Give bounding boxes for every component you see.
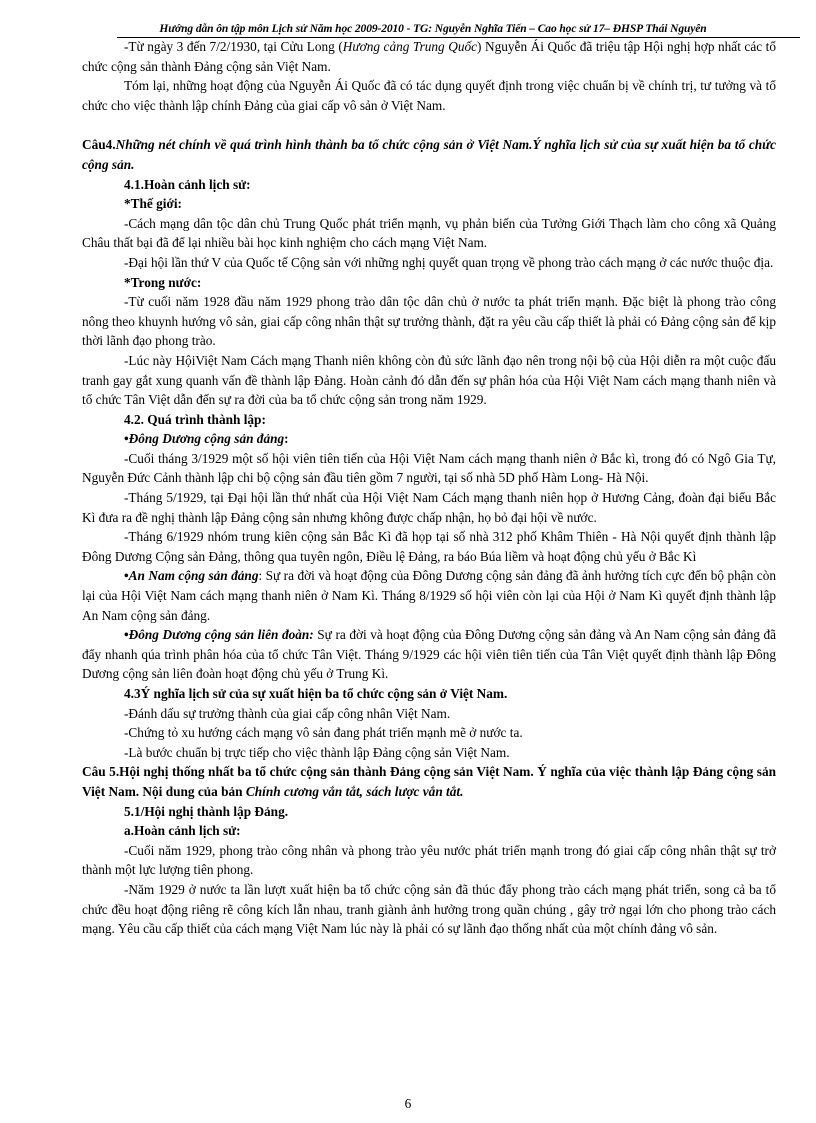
ddcsd-heading: •Đông Dương cộng sản đảng:	[124, 431, 289, 447]
cau5-paragraph: -Cuối năm 1929, phong trào công nhân và phong trào yêu nước phát triển mạnh trong đó giai cấp công nhân thật sự trở thành một lực lượng tiên phong.	[82, 842, 776, 878]
trong-nuoc-paragraph: -Từ cuối năm 1928 đầu năm 1929 phong trào dân tộc dân chủ ở nước ta phát triển mạnh. Đặc biệt là phong trào công nông theo khuynh hướng vô sản, giai cấp công nhân thật sự trưởng thành, đặt ra yêu cầu cấp thiết là phải có Đảng cộng sản để kịp thời lãnh đạo phong trào.	[82, 294, 776, 349]
cau4-section-1-heading: 4.1.Hoàn cảnh lịch sử:	[124, 176, 251, 192]
document-body	[82, 37, 776, 939]
page-number: 6	[404, 1096, 412, 1111]
cau4-section-3-heading: 4.3Ý nghĩa lịch sử của sự xuất hiện ba tổ chức cộng sản ở Việt Nam.	[124, 686, 508, 701]
trong-nuoc-heading: *Trong nước:	[124, 274, 202, 290]
ddcsd-paragraph: -Cuối tháng 3/1929 một số hội viên tiên tiến của Hội Việt Nam cách mạng thanh niên ở Bắc kì, trong đó có Ngô Gia Tự, Nguyễn Đức Cảnh thành lập chi bộ cộng sản đầu tiên gồm 7 người, tại số nhà 5D phố Hàm Long- Hà Nội.	[82, 450, 776, 486]
cau4-title: Câu4.Những nét chính về quá trình hình thành ba tổ chức cộng sản ở Việt Nam.Ý nghĩa lịch sử của sự xuất hiện ba tổ chức cộng sản.	[82, 137, 776, 172]
the-gioi-paragraph: -Cách mạng dân tộc dân chủ Trung Quốc phát triển mạnh, vụ phản biến của Tưởng Giới Thạch làm cho công xã Quảng Châu thất bại đã để lại nhiều bài học kinh nghiệm cho cách mạng Việt Nam.	[82, 215, 776, 251]
spacer	[82, 115, 776, 135]
y-nghia-item: -Chứng tỏ xu hướng cách mạng vô sản đang phát triển mạnh mẽ ở nước ta.	[124, 725, 523, 741]
running-header: Hướng dẫn ôn tập môn Lịch sử Năm học 2009-2010 - TG: Nguyễn Nghĩa Tiến – Cao học sử 17– ĐHSP Thái Nguyên	[159, 23, 707, 35]
trong-nuoc-paragraph: -Lúc này HộiViệt Nam Cách mạng Thanh niên không còn đủ sức lãnh đạo nên trong nội bộ của Hội diễn ra một cuộc đấu tranh gay gắt xung quanh vấn đề thành lập Đảng. Hoàn cảnh đó dẫn đến sự phân hóa của Hội Việt Nam cách mạng thanh niên và tổ chức Tân Việt dẫn đến sự ra đời của ba tổ chức cộng sản trong năm 1929.	[82, 352, 776, 408]
cau5-sub-a-heading: a.Hoàn cảnh lịch sử:	[124, 823, 241, 839]
ddcsd-paragraph: -Tháng 6/1929 nhóm trung kiên cộng sản Bắc Kì đã họp tại số nhà 312 phố Khâm Thiên - Hà Nội quyết định thành lập Đông Dương Cộng sản Đảng, thông qua tuyên ngôn, Điều lệ Đảng, ra báo Búa liềm và hoạt động chủ yếu ở Bắc Kì	[82, 529, 776, 564]
the-gioi-heading: *Thế giới:	[124, 196, 182, 212]
bullet-icon: •	[124, 627, 129, 643]
ancsd-paragraph: •An Nam cộng sản đảng: Sự ra đời và hoạt động của Đông Dương cộng sản đảng đã ảnh hưởng tích cực đến bộ phận còn lại của Hội Việt Nam cách mạng thanh niên ở Nam Kì. Tháng 8/1929 số hội viên còn lại của Hội ở Nam Kì quyết định thành lập An Nam cộng sản đảng.	[82, 568, 777, 623]
y-nghia-item: -Đánh dấu sự trưởng thành của giai cấp công nhân Việt Nam.	[124, 705, 451, 721]
y-nghia-item: -Là bước chuẩn bị trực tiếp cho việc thành lập Đảng cộng sản Việt Nam.	[124, 744, 510, 760]
bullet-icon: •	[124, 568, 129, 584]
cau5-paragraph: -Năm 1929 ở nước ta lần lượt xuất hiện ba tổ chức cộng sản đã thúc đẩy phong trào cách mạng phát triển, song cả ba tổ chức đều hoạt động riêng rẽ công kích lẫn nhau, tranh giành ảnh hưởng trong quần chúng , gây trở ngại lớn cho phong trào cách mạng. Yêu cầu cấp thiết của cách mạng Việt Nam lúc này là phải có sự lãnh đạo thống nhất của một chính đảng vô sản.	[82, 881, 776, 937]
intro-paragraph: -Từ ngày 3 đến 7/2/1930, tại Cửu Long (Hương cảng Trung Quốc) Nguyễn Ái Quốc đã triệu tập Hội nghị hợp nhất các tổ chức cộng sản thành Đảng cộng sản Việt Nam.	[82, 39, 776, 74]
cau4-section-2-heading: 4.2. Quá trình thành lập:	[124, 411, 266, 427]
intro-summary: Tóm lại, những hoạt động của Nguyễn Ái Quốc đã có tác dụng quyết định trong việc chuẩn bị về chính trị, tư tưởng và tổ chức cho việc thành lập chính Đảng của giai cấp vô sản ở Việt Nam.	[82, 78, 776, 113]
cau5-title: Câu 5.Hội nghị thống nhất ba tổ chức cộng sản thành Đảng cộng sản Việt Nam. Ý nghĩa của việc thành lập Đảng cộng sản Việt Nam. Nội dung của bản Chính cương vắn tắt, sách lược vắn tắt.	[82, 764, 776, 799]
ddcsld-paragraph: •Đông Dương cộng sản liên đoàn: Sự ra đời và hoạt động của Đông Dương cộng sản đảng và An Nam cộng sản đảng đã đẩy nhanh qúa trình phân hóa của tổ chức Tân Việt. Tháng 9/1929 các hội viên tiên tiến của Tân Việt quyết định thành lập Đông Dương cộng sản liên đoàn hoạt động chủ yếu ở Trung Kì.	[82, 627, 776, 682]
bullet-icon: •	[124, 431, 129, 447]
the-gioi-paragraph: -Đại hội lần thứ V của Quốc tế Cộng sản với những nghị quyết quan trọng về phong trào cách mạng ở các nước thuộc địa.	[124, 254, 774, 270]
ddcsd-paragraph: -Tháng 5/1929, tại Đại hội lần thứ nhất của Hội Việt Nam Cách mạng thanh niên họp ở Hương Cảng, đoàn đại biểu Bắc Kì đưa ra đề nghị thành lập Đảng cộng sản nhưng không được chấp nhận, họ bỏ đại hội về nước.	[82, 490, 776, 525]
cau5-section-1-heading: 5.1/Hội nghị thành lập Đảng.	[124, 803, 289, 819]
